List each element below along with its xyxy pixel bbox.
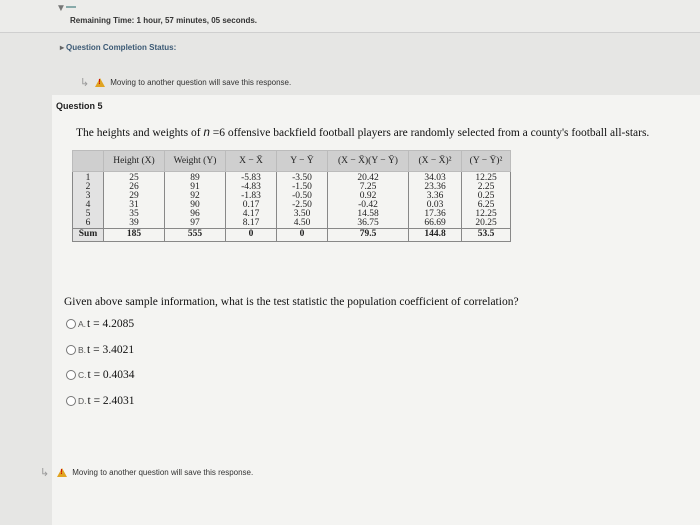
table-cell: 31 (104, 201, 165, 210)
table-cell: -1.50 (277, 183, 328, 192)
top-bar (0, 0, 700, 33)
table-cell: 89 (165, 172, 226, 184)
option-letter: D. (78, 396, 87, 406)
arrow-right-icon: ↳ (40, 467, 50, 479)
header-cell-x-sq: (X − X̄)² (409, 151, 462, 172)
table-cell: 96 (165, 210, 226, 219)
table-cell: 26 (104, 183, 165, 192)
header-cell-y-sq: (Y − Ȳ)² (462, 151, 511, 172)
header-cell-index (73, 151, 104, 172)
table-cell: 6.25 (462, 201, 511, 210)
completion-status-label: Question Completion Status: (66, 43, 177, 52)
table-cell: 53.5 (462, 229, 511, 242)
question-prompt: Given above sample information, what is the test statistic the population coefficient of correlation? (64, 296, 519, 308)
table-cell: -0.50 (277, 192, 328, 201)
radio-button[interactable] (66, 370, 76, 380)
option-a[interactable] (66, 318, 134, 330)
table-cell: 0.17 (226, 201, 277, 210)
header-cell-y-dev: Y − Ȳ (277, 151, 328, 172)
table-cell: 0 (226, 229, 277, 242)
table-header-row (73, 151, 511, 172)
table-cell: 91 (165, 183, 226, 192)
table-cell: -5.83 (226, 172, 277, 184)
table-cell: 2 (73, 183, 104, 192)
table-cell: 185 (104, 229, 165, 242)
table-cell: -1.83 (226, 192, 277, 201)
table-cell: 12.25 (462, 172, 511, 184)
table-cell: 97 (165, 219, 226, 229)
remaining-time: Remaining Time: 1 hour, 57 minutes, 05 seconds. (70, 16, 258, 25)
table-cell: 20.42 (328, 172, 409, 184)
table-cell: 7.25 (328, 183, 409, 192)
option-text: t = 0.4034 (87, 369, 135, 381)
table-cell: 79.5 (328, 229, 409, 242)
header-cell-weight: Weight (Y) (165, 151, 226, 172)
table-cell: 34.03 (409, 172, 462, 184)
question-text (76, 127, 649, 139)
arrow-right-icon: ↳ (80, 77, 90, 89)
table-cell: 4.17 (226, 210, 277, 219)
table-cell: 6 (73, 219, 104, 229)
radio-button[interactable] (66, 345, 76, 355)
save-notice-text: Moving to another question will save this response. (72, 468, 254, 477)
table-cell: 0.25 (462, 192, 511, 201)
radio-button[interactable] (66, 319, 76, 329)
table-cell: 39 (104, 219, 165, 229)
save-notice-text: Moving to another question will save this response. (110, 78, 292, 87)
table-cell: 23.36 (409, 183, 462, 192)
question-number: Question 5 (56, 101, 103, 111)
option-letter: B. (78, 345, 87, 355)
table-cell: 4 (73, 201, 104, 210)
option-text: t = 2.4031 (87, 395, 135, 407)
chevron-down-icon[interactable]: ▼ (56, 3, 66, 14)
table-cell: 555 (165, 229, 226, 242)
table-cell: -0.42 (328, 201, 409, 210)
option-letter: A. (78, 319, 87, 329)
option-b[interactable] (66, 344, 134, 356)
table-cell: 2.25 (462, 183, 511, 192)
question-text-before: The heights and weights of (76, 127, 204, 139)
table-row (73, 219, 511, 229)
table-cell: -4.83 (226, 183, 277, 192)
table-cell: 0.92 (328, 192, 409, 201)
save-notice-top (80, 76, 291, 89)
question-text-after: =6 offensive backfield football players are randomly selected from a county's football all-stars. (209, 127, 650, 139)
option-text: t = 3.4021 (87, 344, 135, 356)
table-cell: 3.50 (277, 210, 328, 219)
table-cell: 92 (165, 192, 226, 201)
option-letter: C. (78, 370, 87, 380)
table-cell: 20.25 (462, 219, 511, 229)
header-cell-product: (X − X̄)(Y − Ȳ) (328, 151, 409, 172)
warning-icon (95, 78, 105, 87)
table-cell: 5 (73, 210, 104, 219)
table-cell: 14.58 (328, 210, 409, 219)
table-cell: 36.75 (328, 219, 409, 229)
header-cell-height: Height (X) (104, 151, 165, 172)
n-symbol: n (203, 127, 210, 139)
table-cell: 3.36 (409, 192, 462, 201)
table-cell: 29 (104, 192, 165, 201)
table-cell: 144.8 (409, 229, 462, 242)
completion-status[interactable] (60, 43, 176, 52)
table-cell: 25 (104, 172, 165, 184)
table-cell: 3 (73, 192, 104, 201)
table-cell: 1 (73, 172, 104, 184)
data-table (72, 150, 511, 242)
table-cell: 0 (277, 229, 328, 242)
save-notice-bottom (40, 466, 253, 479)
table-cell: 90 (165, 201, 226, 210)
option-d[interactable] (66, 395, 135, 407)
table-cell: -2.50 (277, 201, 328, 210)
table-cell: 17.36 (409, 210, 462, 219)
table-sum-row (73, 229, 511, 242)
table-cell: 12.25 (462, 210, 511, 219)
warning-icon (57, 468, 67, 477)
expand-icon[interactable]: ▸ (60, 43, 65, 52)
table-cell: 35 (104, 210, 165, 219)
table-cell: 0.03 (409, 201, 462, 210)
table-cell: 8.17 (226, 219, 277, 229)
table-cell: -3.50 (277, 172, 328, 184)
option-text: t = 4.2085 (87, 318, 135, 330)
progress-mark (66, 6, 76, 8)
table-cell: Sum (73, 229, 104, 242)
option-c[interactable] (66, 369, 135, 381)
header-cell-x-dev: X − X̄ (226, 151, 277, 172)
table-cell: 66.69 (409, 219, 462, 229)
radio-button[interactable] (66, 396, 76, 406)
table-cell: 4.50 (277, 219, 328, 229)
